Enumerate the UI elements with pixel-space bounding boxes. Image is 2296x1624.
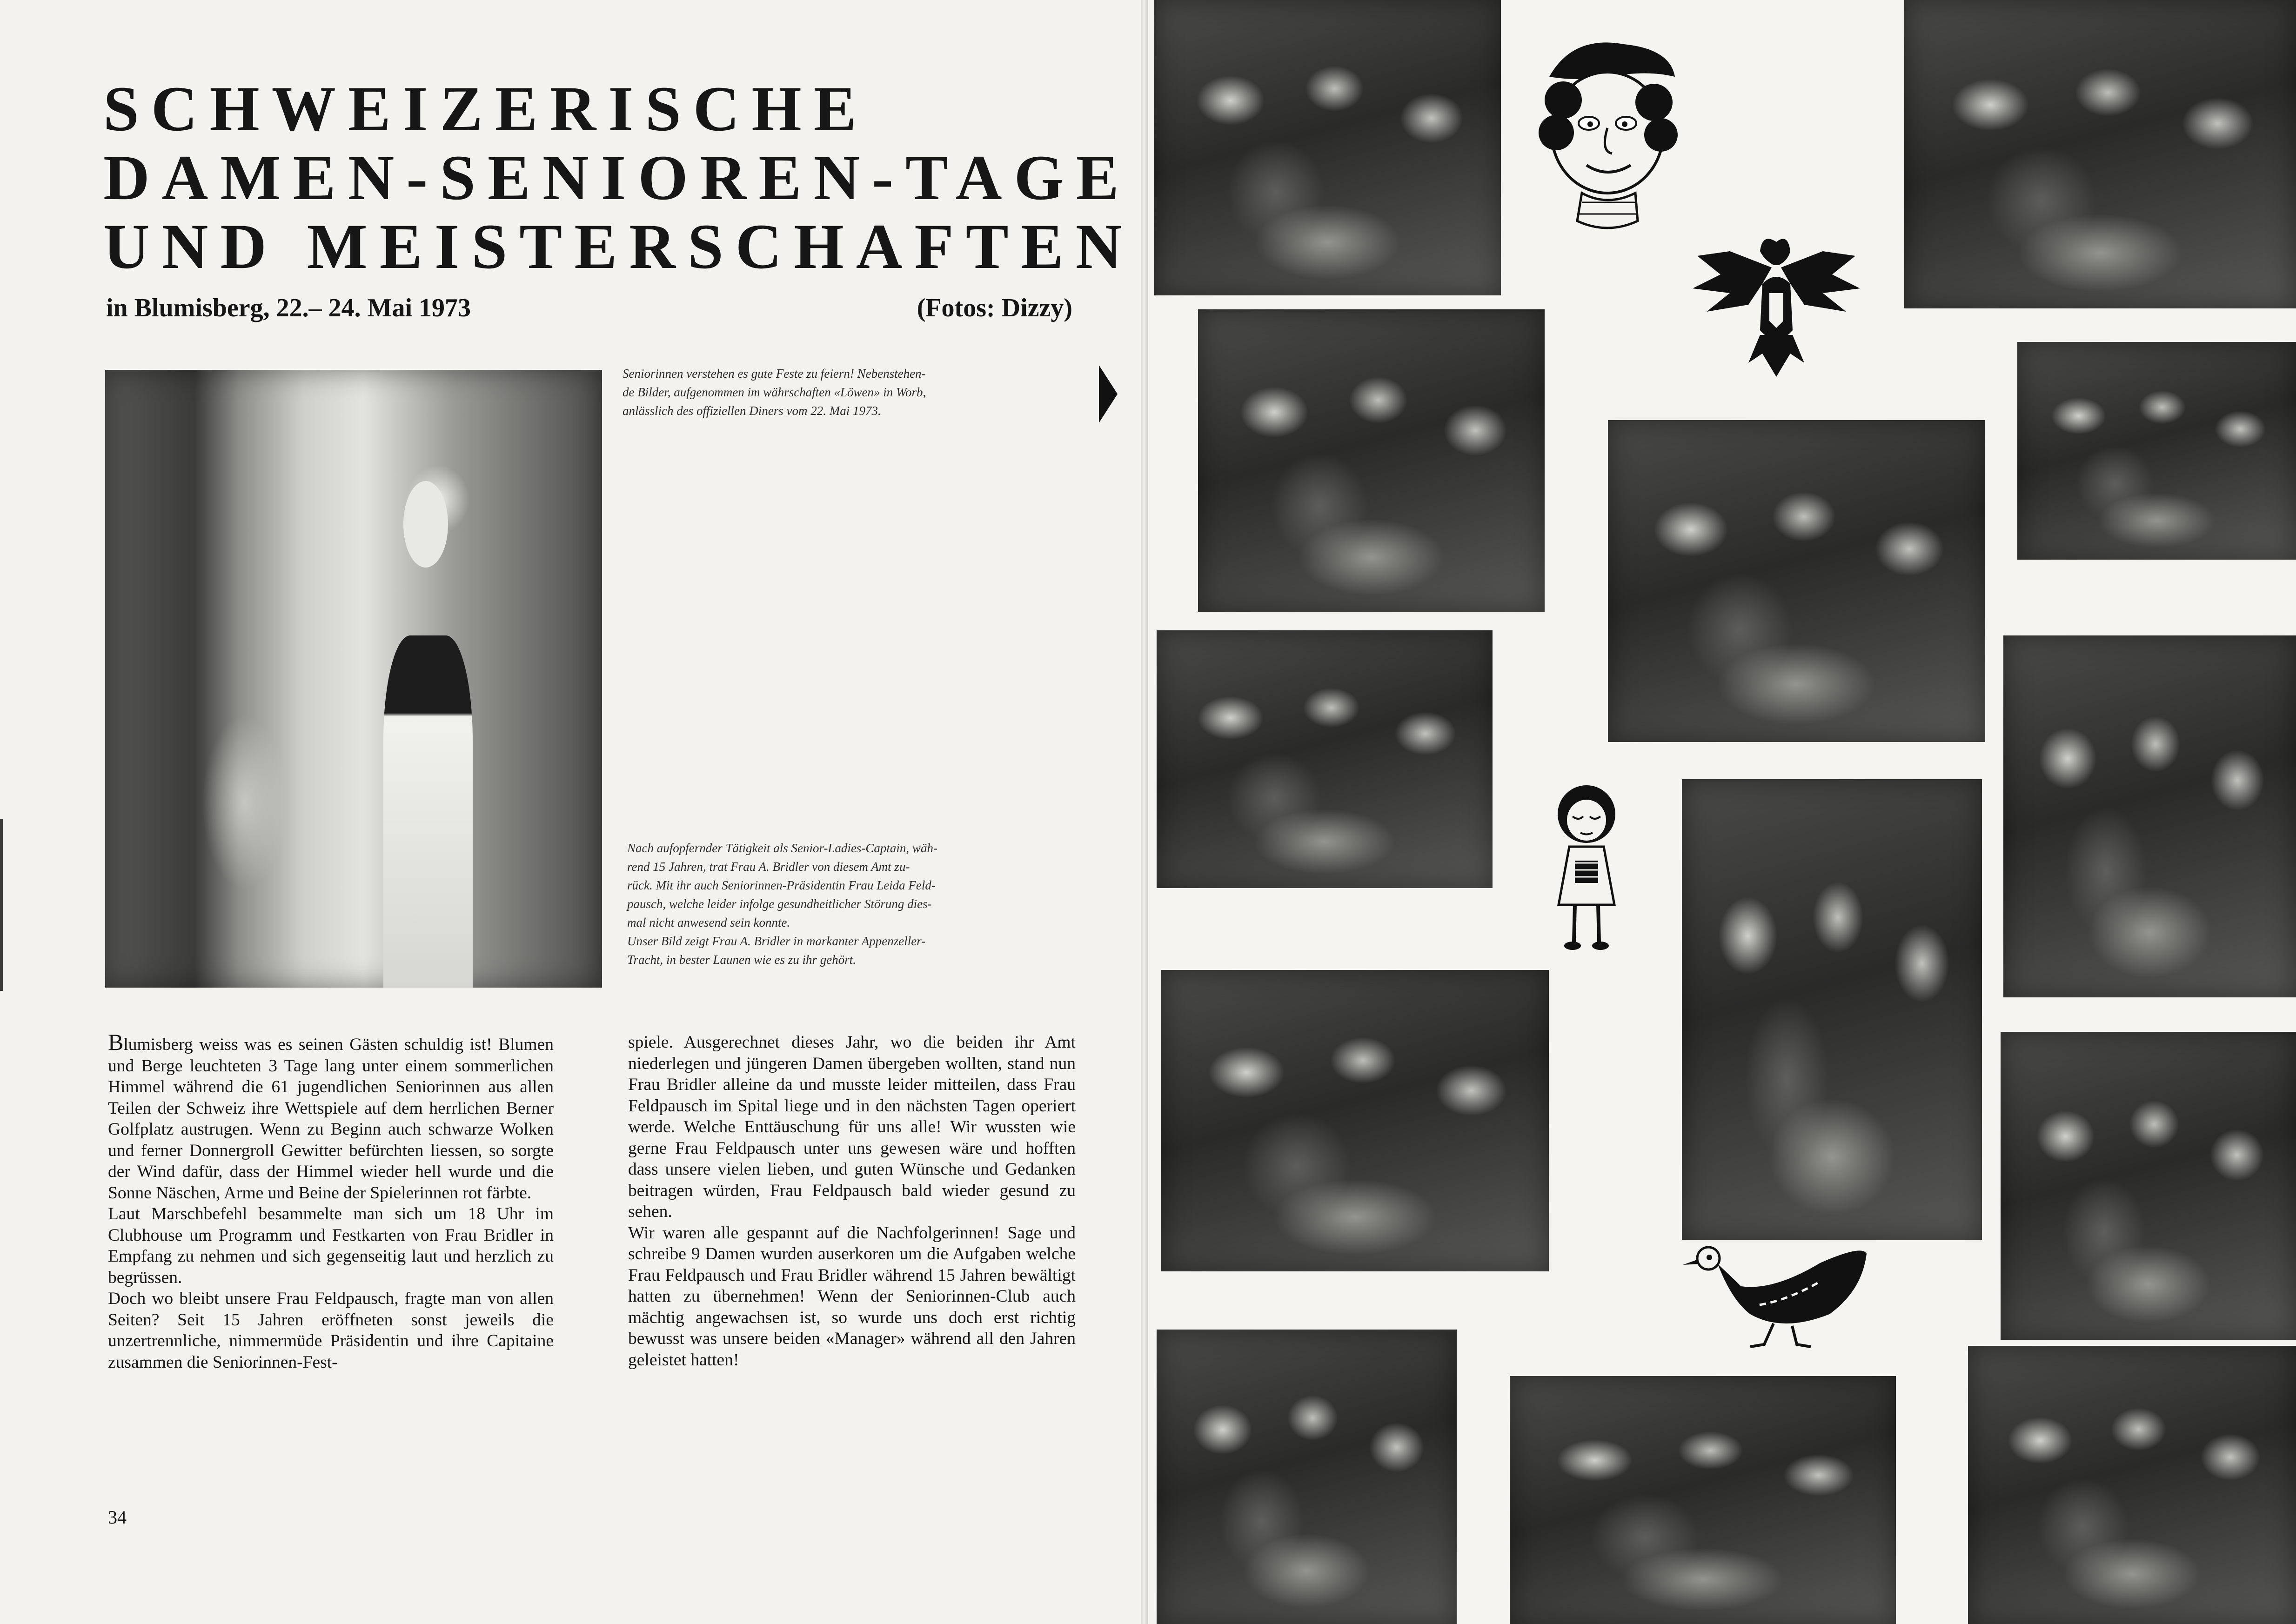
girl-drawing: [1547, 779, 1626, 956]
caption-line: Tracht, in bester Launen wie es zu ihr gehört.: [627, 953, 856, 967]
photo-diner-11: [1510, 1376, 1896, 1624]
photo-diner-4: [1608, 420, 1985, 742]
photo-diner-7: [2003, 635, 2296, 997]
paragraph: Wir waren alle gespannt auf die Nachfolgerinnen! Sage und schreibe 9 Damen wurden auserkoren um die Aufgaben welche Frau Feldpausch und Frau Bridler während 15 Jahren bewältigt hatten zu übernehmen! Wenn der Seniorinnen-Club auch mächtig angewachsen ist, so wurde uns doch erst richtig bewusst was unsere beiden «Manager» während all den Jahren geleistet hatten!: [628, 1223, 1076, 1370]
caption-line: anlässlich des offiziellen Diners vom 22. Mai 1973.: [623, 404, 881, 418]
photo-musician: [1682, 779, 1982, 1240]
page-number: 34: [108, 1507, 127, 1528]
caption-line: mal nicht anwesend sein konnte.: [627, 916, 790, 929]
photo-diner-1: [1154, 0, 1501, 295]
article-title: [103, 73, 1134, 282]
paragraph: spiele. Ausgerechnet dieses Jahr, wo die beiden ihr Amt niederlegen und jüngeren Damen übergeben wollten, stand nun Frau Bridler alleine da und musste leider mitteilen, dass Frau Feldpausch im Spital liege und in den nächsten Tagen operiert werde. Welche Enttäuschung für uns alle! Wir wussten wie gerne Frau Feldpausch unter uns gewesen wäre und hofften dass unsere vielen lieben, und guten Wünsche und Gedanken beitragen würden, Frau Feldpausch bald wieder gesund zu sehen.: [628, 1033, 1076, 1221]
main-photo: [105, 370, 602, 988]
photo-diner-12: [1968, 1346, 2296, 1624]
caption-line: Nach aufopfernder Tätigkeit als Senior-Ladies-Captain, wäh-: [627, 841, 937, 855]
caption-line: Seniorinnen verstehen es gute Feste zu feiern! Nebenstehen-: [623, 367, 926, 381]
paragraph: [108, 1029, 554, 1203]
photo-diner-5: [2017, 342, 2296, 560]
paragraph: Laut Marschbefehl besammelte man sich um 18 Uhr im Clubhouse um Programm und Festkarten von Frau Bridler in Empfang zu nehmen und sich gegenseitig laut und herzlich zu begrüssen.: [108, 1204, 554, 1287]
caption-line: de Bilder, aufgenommen im währschaften «Löwen» in Worb,: [623, 385, 926, 399]
caption-diner: [623, 364, 1088, 420]
title-line: DAMEN-SENIOREN-TAGE: [103, 142, 1131, 213]
title-line: SCHWEIZERISCHE: [103, 73, 869, 144]
photo-diner-8: [1161, 970, 1549, 1271]
caption-line: rück. Mit ihr auch Seniorinnen-Präsidentin Frau Leida Feld-: [627, 878, 936, 892]
body-column-right: [628, 1032, 1076, 1370]
paragraph-text: lumisberg weiss was es seinen Gästen schuldig ist! Blumen und Berge leuchteten 3 Tage lang unter einem sommerlichen Himmel während die 61 jugendlichen Seniorinnen aus allen Teilen der Schweiz ihre Wettspiele auf dem herrlichen Berner Golfplatz austrugen. Wenn zu Beginn auch schwarze Wolken und ferner Donnergroll Gewitter befürchten liessen, so sorgte der Wind dafür, dass der Himmel wieder hell wurde und die Sonne Näschen, Arme und Beine der Spielerinnen rot färbte.: [108, 1035, 554, 1203]
body-column-left: [108, 1029, 554, 1373]
drop-cap: B: [108, 1029, 124, 1055]
paragraph: Doch wo bleibt unsere Frau Feldpausch, fragte man von allen Seiten? Seit 15 Jahren eröffneten sonst jeweils die unzertrennliche, nimmermüde Präsidentin und ihre Capitaine zusammen die Seniorinnen-Fest-: [108, 1289, 554, 1372]
photo-diner-10: [1157, 1330, 1457, 1624]
article-subtitle: in Blumisberg, 22.– 24. Mai 1973: [106, 294, 471, 322]
eagle-crest-drawing: [1679, 223, 1874, 395]
caricature-drawing: [1531, 26, 1684, 263]
play-arrow-icon: [1099, 365, 1118, 423]
photo-diner-9: [2001, 1032, 2296, 1340]
title-line: UND MEISTERSCHAFTEN: [103, 211, 1134, 282]
bird-drawing: [1680, 1235, 1876, 1351]
caption-line: Unser Bild zeigt Frau A. Bridler in markanter Appenzeller-: [627, 934, 926, 948]
caption-bridler: [627, 839, 1088, 969]
photo-diner-2: [1904, 0, 2296, 308]
photo-credit: (Fotos: Dizzy): [917, 294, 1072, 322]
edge-mark: [0, 819, 3, 991]
caption-line: rend 15 Jahren, trat Frau A. Bridler von diesem Amt zu-: [627, 860, 910, 874]
caption-line: pausch, welche leider infolge gesundheitlicher Störung dies-: [627, 897, 932, 911]
photo-diner-3: [1198, 309, 1545, 612]
photo-diner-6: [1157, 630, 1493, 888]
page-gutter: [1141, 0, 1148, 1624]
